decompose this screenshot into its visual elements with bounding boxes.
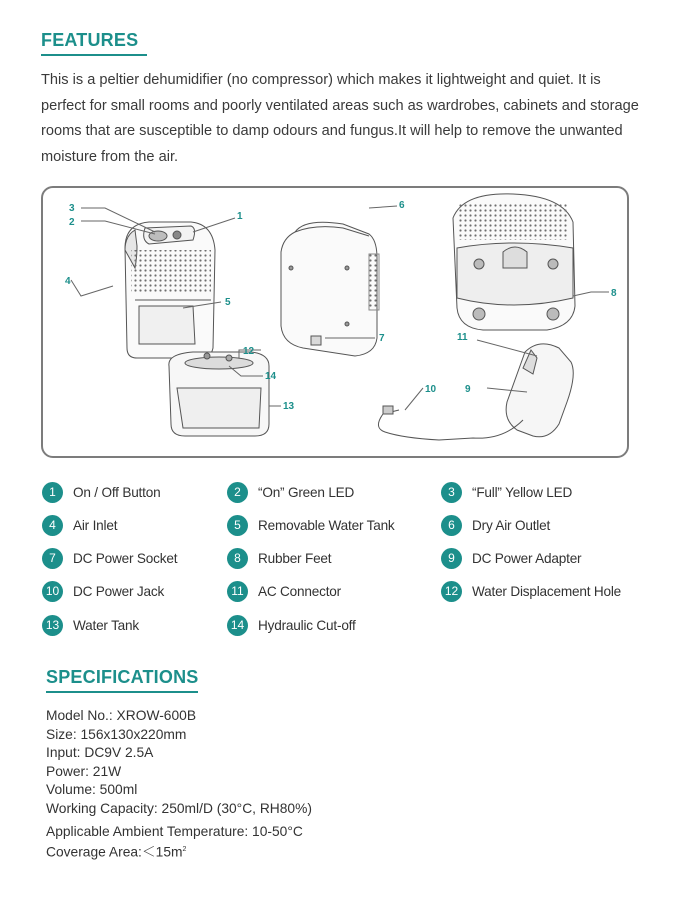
callout-1: 1 bbox=[237, 211, 243, 222]
legend-number-badge: 13 bbox=[42, 615, 63, 636]
legend-label: Removable Water Tank bbox=[258, 517, 395, 533]
water-tank-illustration bbox=[169, 352, 269, 436]
legend-number-badge: 7 bbox=[42, 548, 63, 569]
legend-item-dc-power-jack bbox=[42, 580, 164, 602]
callout-5: 5 bbox=[225, 297, 231, 308]
legend-label: Hydraulic Cut-off bbox=[258, 617, 356, 633]
spec-size: Size: 156x130x220mm bbox=[46, 726, 187, 742]
legend-label: DC Power Socket bbox=[73, 550, 178, 566]
legend-label: “Full” Yellow LED bbox=[472, 484, 573, 500]
callout-4: 4 bbox=[65, 276, 71, 287]
callout-3: 3 bbox=[69, 203, 75, 214]
legend-item-water-tank bbox=[42, 614, 139, 636]
callout-6: 6 bbox=[399, 200, 405, 211]
legend-item-water-displacement-hole bbox=[441, 580, 621, 602]
legend-number-badge: 14 bbox=[227, 615, 248, 636]
legend-label: Air Inlet bbox=[73, 517, 118, 533]
legend-item-on-off-button bbox=[42, 481, 160, 503]
legend-number-badge: 4 bbox=[42, 515, 63, 536]
spec-coverage-area-superscript: 2 bbox=[182, 846, 187, 854]
power-adapter-illustration bbox=[378, 344, 573, 440]
legend-item-full-yellow-led bbox=[441, 481, 572, 503]
features-intro: This is a peltier dehumidifier (no compressor) which makes it lightweight and quiet. It is perfect for small rooms and poorly ventilated areas such as wardrobes, cabinets and storage rooms that are susceptible to damp odours and fungus.It will help to remove the unwanted moisture from the air. bbox=[41, 72, 639, 165]
legend-number-badge: 2 bbox=[227, 482, 248, 503]
callout-8: 8 bbox=[611, 288, 617, 299]
spec-volume: Volume: 500ml bbox=[46, 782, 138, 798]
spec-power: Power: 21W bbox=[46, 763, 122, 779]
product-diagram bbox=[41, 186, 629, 458]
spec-model-number: Model No.: XROW-600B bbox=[46, 708, 197, 723]
specifications-heading-underline bbox=[46, 691, 198, 693]
legend-item-removable-water-tank bbox=[227, 514, 395, 536]
legend-label: Rubber Feet bbox=[258, 550, 332, 566]
legend-number-badge: 10 bbox=[42, 581, 63, 602]
callout-11: 11 bbox=[457, 332, 468, 343]
legend-number-badge: 8 bbox=[227, 548, 248, 569]
legend-number-badge: 11 bbox=[227, 581, 248, 602]
legend-item-air-inlet bbox=[42, 514, 117, 536]
callout-12: 12 bbox=[243, 346, 255, 357]
spec-working-capacity: Working Capacity: 250ml/D (30°C, RH80%) bbox=[46, 800, 312, 816]
legend-item-dc-power-adapter bbox=[441, 547, 581, 569]
callout-10: 10 bbox=[425, 384, 437, 395]
legend-label: “On” Green LED bbox=[258, 484, 355, 500]
dehumidifier-side-view bbox=[281, 222, 379, 356]
callout-9: 9 bbox=[465, 384, 471, 395]
legend-item-ac-connector bbox=[227, 580, 341, 602]
legend-number-badge: 3 bbox=[441, 482, 462, 503]
spec-coverage-area bbox=[46, 841, 312, 862]
legend-number-badge: 1 bbox=[42, 482, 63, 503]
specifications-heading: SPECIFICATIONS bbox=[46, 667, 199, 687]
features-heading-underline bbox=[41, 54, 147, 56]
callout-2: 2 bbox=[69, 217, 75, 228]
legend-item-hydraulic-cut-off bbox=[227, 614, 356, 636]
dehumidifier-bottom-view bbox=[453, 194, 575, 330]
legend-label: On / Off Button bbox=[73, 484, 161, 500]
legend-number-badge: 5 bbox=[227, 515, 248, 536]
product-diagram-illustration bbox=[43, 188, 631, 460]
legend-label: AC Connector bbox=[258, 583, 341, 599]
legend-number-badge: 9 bbox=[441, 548, 462, 569]
spec-ambient-temperature: Applicable Ambient Temperature: 10-50°C bbox=[46, 823, 303, 839]
legend-number-badge: 12 bbox=[441, 581, 462, 602]
legend-item-dc-power-socket bbox=[42, 547, 177, 569]
dehumidifier-front-view bbox=[125, 222, 215, 358]
legend-label: DC Power Jack bbox=[73, 583, 165, 599]
callout-7: 7 bbox=[379, 333, 385, 344]
legend-item-dry-air-outlet bbox=[441, 514, 550, 536]
callout-14: 14 bbox=[265, 371, 277, 382]
specifications-list bbox=[46, 707, 312, 862]
legend-number-badge: 6 bbox=[441, 515, 462, 536]
legend-label: Dry Air Outlet bbox=[472, 517, 551, 533]
legend-item-on-green-led bbox=[227, 481, 354, 503]
spec-input: Input: DC9V 2.5A bbox=[46, 745, 154, 761]
legend-label: Water Tank bbox=[73, 617, 139, 633]
features-heading: FEATURES bbox=[41, 30, 139, 50]
spec-coverage-area-text: Coverage Area:＜15m bbox=[46, 844, 183, 860]
legend-label: DC Power Adapter bbox=[472, 550, 582, 566]
legend-item-rubber-feet bbox=[227, 547, 331, 569]
callout-13: 13 bbox=[283, 401, 295, 412]
legend-label: Water Displacement Hole bbox=[472, 583, 622, 599]
